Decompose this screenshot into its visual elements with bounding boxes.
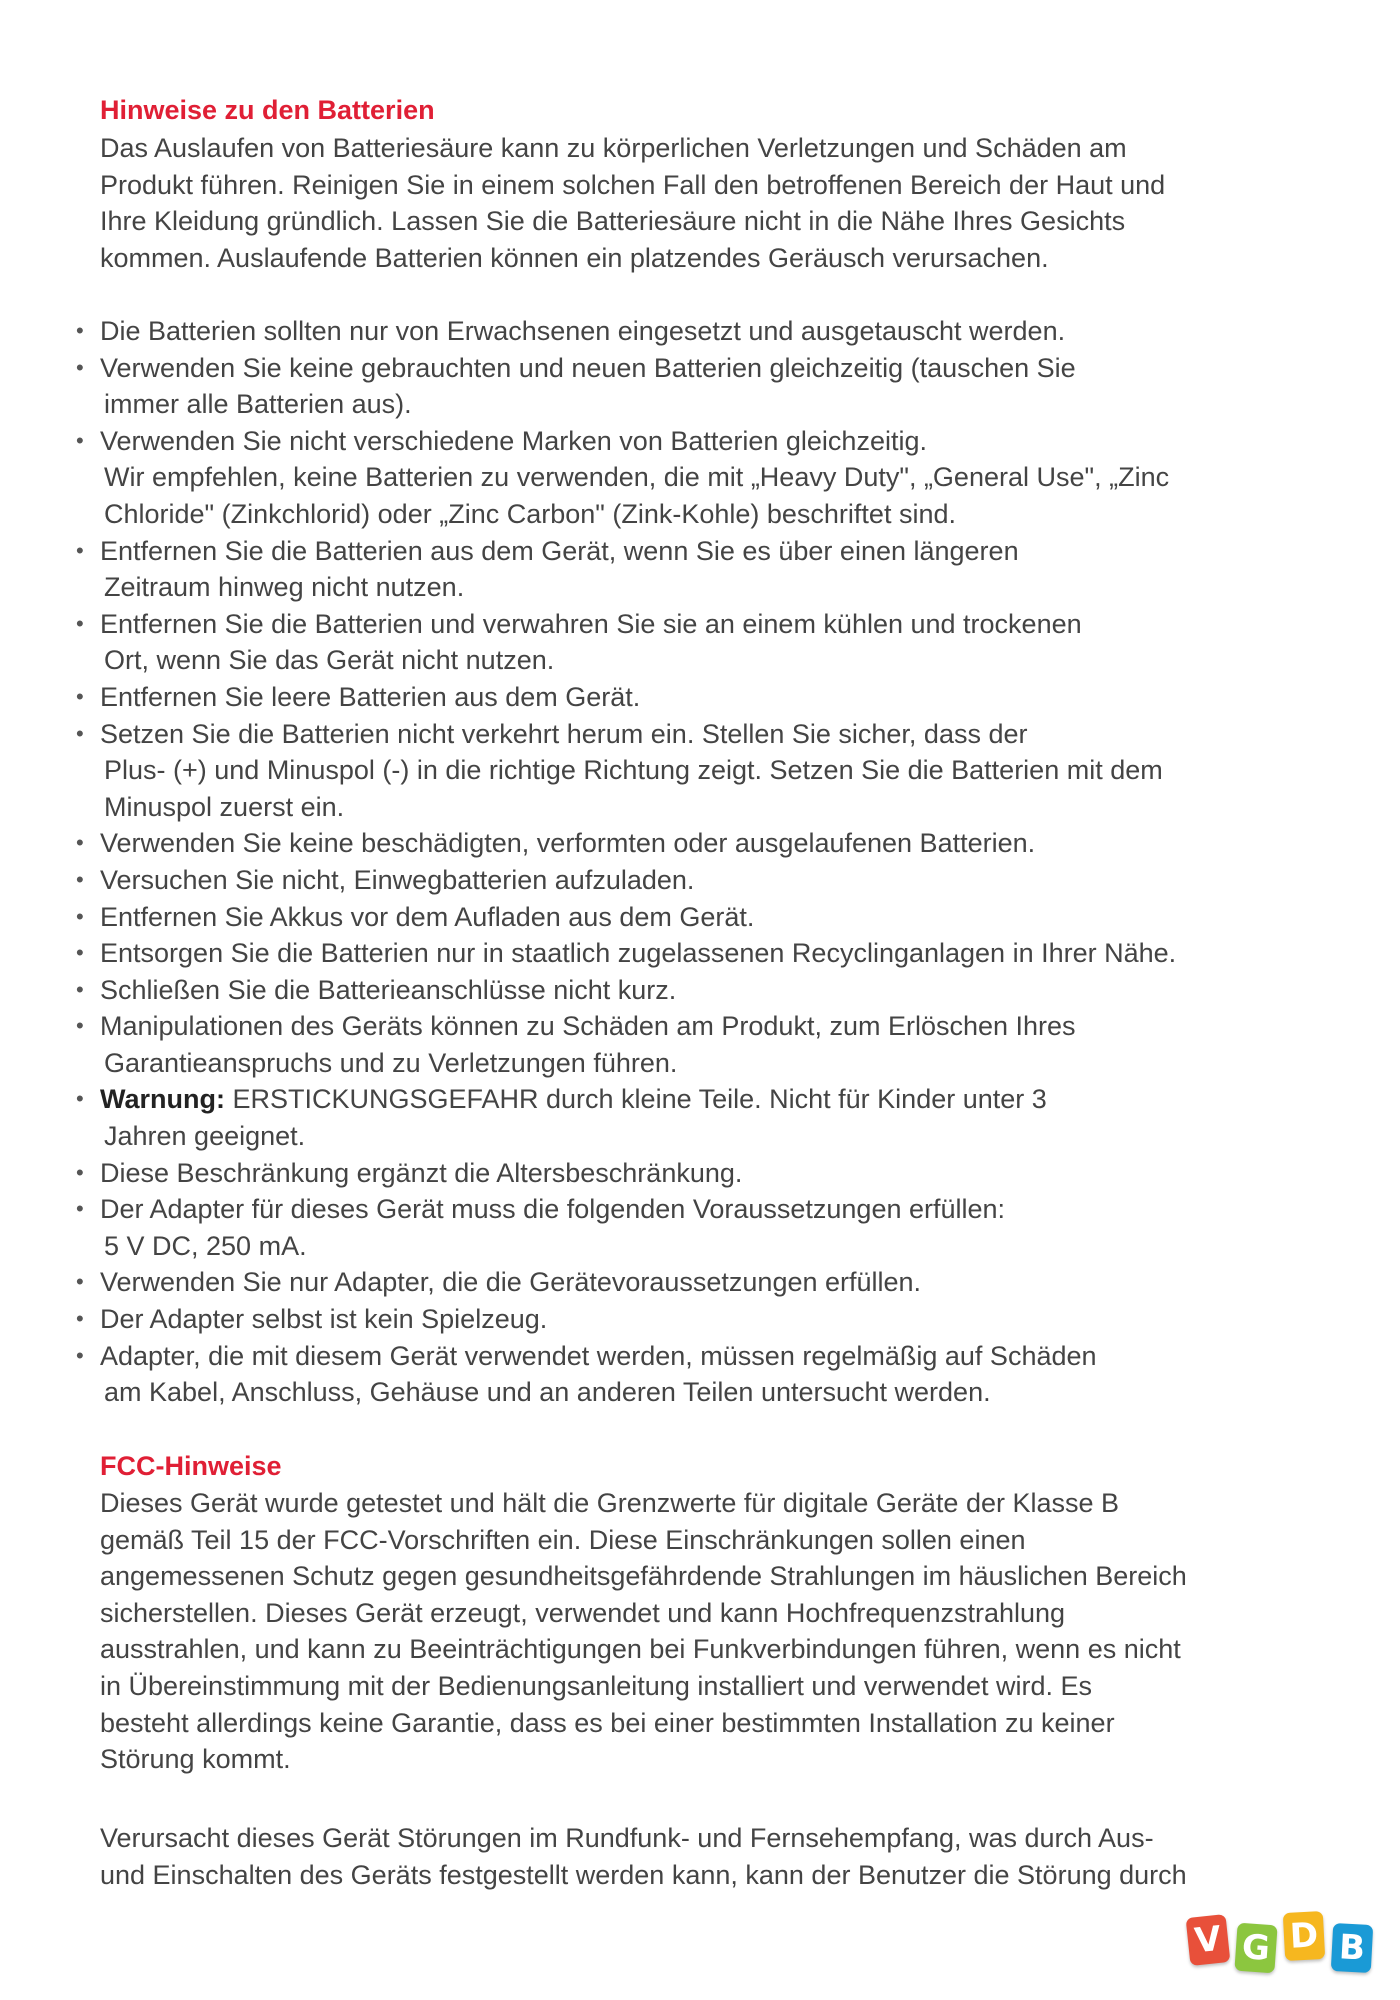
battery-bullet-item xyxy=(96,935,1316,972)
battery-bullet-item xyxy=(96,899,1316,936)
fcc-line: Verursacht dieses Gerät Störungen im Rundfunk- und Fernsehempfang, was durch Aus- xyxy=(100,1823,1154,1853)
logo-tile-v: V xyxy=(1186,1914,1231,1966)
fcc-line: besteht allerdings keine Garantie, dass es bei einer bestimmten Installation zu keiner xyxy=(100,1707,1115,1738)
bullet-line: • Der Adapter selbst ist kein Spielzeug. xyxy=(100,1304,548,1335)
fcc-line: Störung kommt. xyxy=(100,1744,291,1775)
logo-tile-d: D xyxy=(1283,1911,1325,1961)
battery-bullet-item xyxy=(96,533,1316,606)
bullet-line: • Die Batterien sollten nur von Erwachsenen eingesetzt und ausgetauscht werden. xyxy=(100,316,1066,346)
logo-tile-g: G xyxy=(1234,1923,1277,1974)
bullet-line: • Entfernen Sie die Batterien und verwahren Sie sie an einem kühlen und trockenen xyxy=(100,608,1082,639)
bullet-line: • Verwenden Sie keine beschädigten, verformten oder ausgelaufenen Batterien. xyxy=(100,828,1036,859)
bullet-line: 5 V DC, 250 mA. xyxy=(104,1230,307,1261)
fcc-line: und Einschalten des Geräts festgestellt werden kann, kann der Benutzer die Störung durch xyxy=(100,1859,1187,1890)
battery-intro-paragraph xyxy=(100,130,1310,276)
fcc-paragraph-1 xyxy=(100,1485,1310,1778)
bullet-line: • Adapter, die mit diesem Gerät verwendet werden, müssen regelmäßig auf Schäden xyxy=(100,1340,1097,1371)
battery-bullet-item xyxy=(96,1264,1316,1301)
battery-intro-line: kommen. Auslaufende Batterien können ein platzendes Geräusch verursachen. xyxy=(100,242,1049,273)
fcc-line: in Übereinstimmung mit der Bedienungsanleitung installiert und verwendet wird. Es xyxy=(100,1670,1093,1701)
fcc-line: angemessenen Schutz gegen gesundheitsgefährdende Strahlungen im häuslichen Bereich xyxy=(100,1561,1187,1592)
bullet-line: Wir empfehlen, keine Batterien zu verwenden, die mit „Heavy Duty", „General Use", „Zinc xyxy=(104,462,1170,493)
bullet-line: am Kabel, Anschluss, Gehäuse und an anderen Teilen untersucht werden. xyxy=(104,1377,991,1408)
bullet-line: • Entfernen Sie Akkus vor dem Aufladen aus dem Gerät. xyxy=(100,901,755,932)
battery-bullet-item xyxy=(96,1155,1316,1192)
warning-text: ERSTICKUNGSGEFAHR durch kleine Teile. Nicht für Kinder unter 3 xyxy=(224,1084,1047,1115)
fcc-section-title: FCC-Hinweise xyxy=(100,1451,282,1481)
battery-bullet-item xyxy=(96,1338,1316,1411)
bullet-line: • Verwenden Sie nicht verschiedene Marken von Batterien gleichzeitig. xyxy=(100,425,927,456)
battery-bullet-item xyxy=(96,1081,1316,1154)
battery-bullet-item xyxy=(96,606,1316,679)
battery-bullet-item xyxy=(96,679,1316,716)
battery-bullet-item xyxy=(96,972,1316,1009)
battery-bullet-item xyxy=(96,825,1316,862)
logo-tile-b: B xyxy=(1331,1923,1373,1973)
fcc-line: ausstrahlen, und kann zu Beeinträchtigungen bei Funkverbindungen führen, wenn es nicht xyxy=(100,1634,1181,1665)
bullet-line: Garantieanspruchs und zu Verletzungen führen. xyxy=(104,1047,678,1078)
fcc-line: Dieses Gerät wurde getestet und hält die Grenzwerte für digitale Geräte der Klasse B xyxy=(100,1488,1120,1518)
battery-bullet-item xyxy=(96,1301,1316,1338)
bullet-line: • Entsorgen Sie die Batterien nur in staatlich zugelassenen Recyclinganlagen in Ihrer Nähe. xyxy=(100,938,1177,969)
battery-section-title: Hinweise zu den Batterien xyxy=(100,95,435,125)
bullet-line: • Verwenden Sie keine gebrauchten und neuen Batterien gleichzeitig (tauschen Sie xyxy=(100,352,1076,383)
battery-bullet-list xyxy=(96,313,1316,1411)
battery-bullet-item xyxy=(96,313,1316,350)
vgdb-logo xyxy=(1186,1910,1380,1992)
bullet-line: • Entfernen Sie die Batterien aus dem Gerät, wenn Sie es über einen längeren xyxy=(100,535,1019,566)
battery-bullet-item xyxy=(96,350,1316,423)
battery-intro-line: Das Auslaufen von Batteriesäure kann zu körperlichen Verletzungen und Schäden am xyxy=(100,133,1127,163)
fcc-paragraph-2 xyxy=(100,1820,1310,1893)
bullet-line: Plus- (+) und Minuspol (-) in die richtige Richtung zeigt. Setzen Sie die Batterien mit dem xyxy=(104,755,1163,786)
battery-bullet-item xyxy=(96,423,1316,533)
bullet-line: immer alle Batterien aus). xyxy=(104,389,412,420)
battery-intro-line: Produkt führen. Reinigen Sie in einem solchen Fall den betroffenen Bereich der Haut und xyxy=(100,169,1166,200)
fcc-line: gemäß Teil 15 der FCC-Vorschriften ein. Diese Einschränkungen sollen einen xyxy=(100,1524,1026,1555)
bullet-line: • Versuchen Sie nicht, Einwegbatterien aufzuladen. xyxy=(100,864,695,895)
bullet-line: • Schließen Sie die Batterieanschlüsse nicht kurz. xyxy=(100,974,677,1005)
bullet-line: • Diese Beschränkung ergänzt die Altersbeschränkung. xyxy=(100,1157,743,1188)
bullet-line: • Der Adapter für dieses Gerät muss die folgenden Voraussetzungen erfüllen: xyxy=(100,1194,1006,1225)
bullet-line xyxy=(100,1081,1316,1118)
battery-bullet-item xyxy=(96,862,1316,899)
bullet-line: Zeitraum hinweg nicht nutzen. xyxy=(104,572,465,603)
bullet-line: Minuspol zuerst ein. xyxy=(104,791,345,822)
battery-bullet-item xyxy=(96,716,1316,826)
bullet-line: Chloride" (Zinkchlorid) oder „Zinc Carbon" (Zink-Kohle) beschriftet sind. xyxy=(104,498,956,529)
battery-bullet-item xyxy=(96,1191,1316,1264)
bullet-line: • Entfernen Sie leere Batterien aus dem Gerät. xyxy=(100,681,641,712)
battery-intro-line: Ihre Kleidung gründlich. Lassen Sie die Batteriesäure nicht in die Nähe Ihres Gesichts xyxy=(100,206,1126,237)
bullet-line: • Manipulationen des Geräts können zu Schäden am Produkt, zum Erlöschen Ihres xyxy=(100,1011,1076,1042)
bullet-line: Ort, wenn Sie das Gerät nicht nutzen. xyxy=(104,645,555,676)
warning-label: Warnung: xyxy=(100,1084,225,1115)
bullet-line: • Setzen Sie die Batterien nicht verkehrt herum ein. Stellen Sie sicher, dass der xyxy=(100,718,1028,749)
fcc-line: sicherstellen. Dieses Gerät erzeugt, verwendet und kann Hochfrequenzstrahlung xyxy=(100,1597,1066,1628)
bullet-line: • Verwenden Sie nur Adapter, die die Gerätevoraussetzungen erfüllen. xyxy=(100,1267,922,1298)
bullet-line: Jahren geeignet. xyxy=(104,1121,306,1152)
battery-bullet-item xyxy=(96,1008,1316,1081)
